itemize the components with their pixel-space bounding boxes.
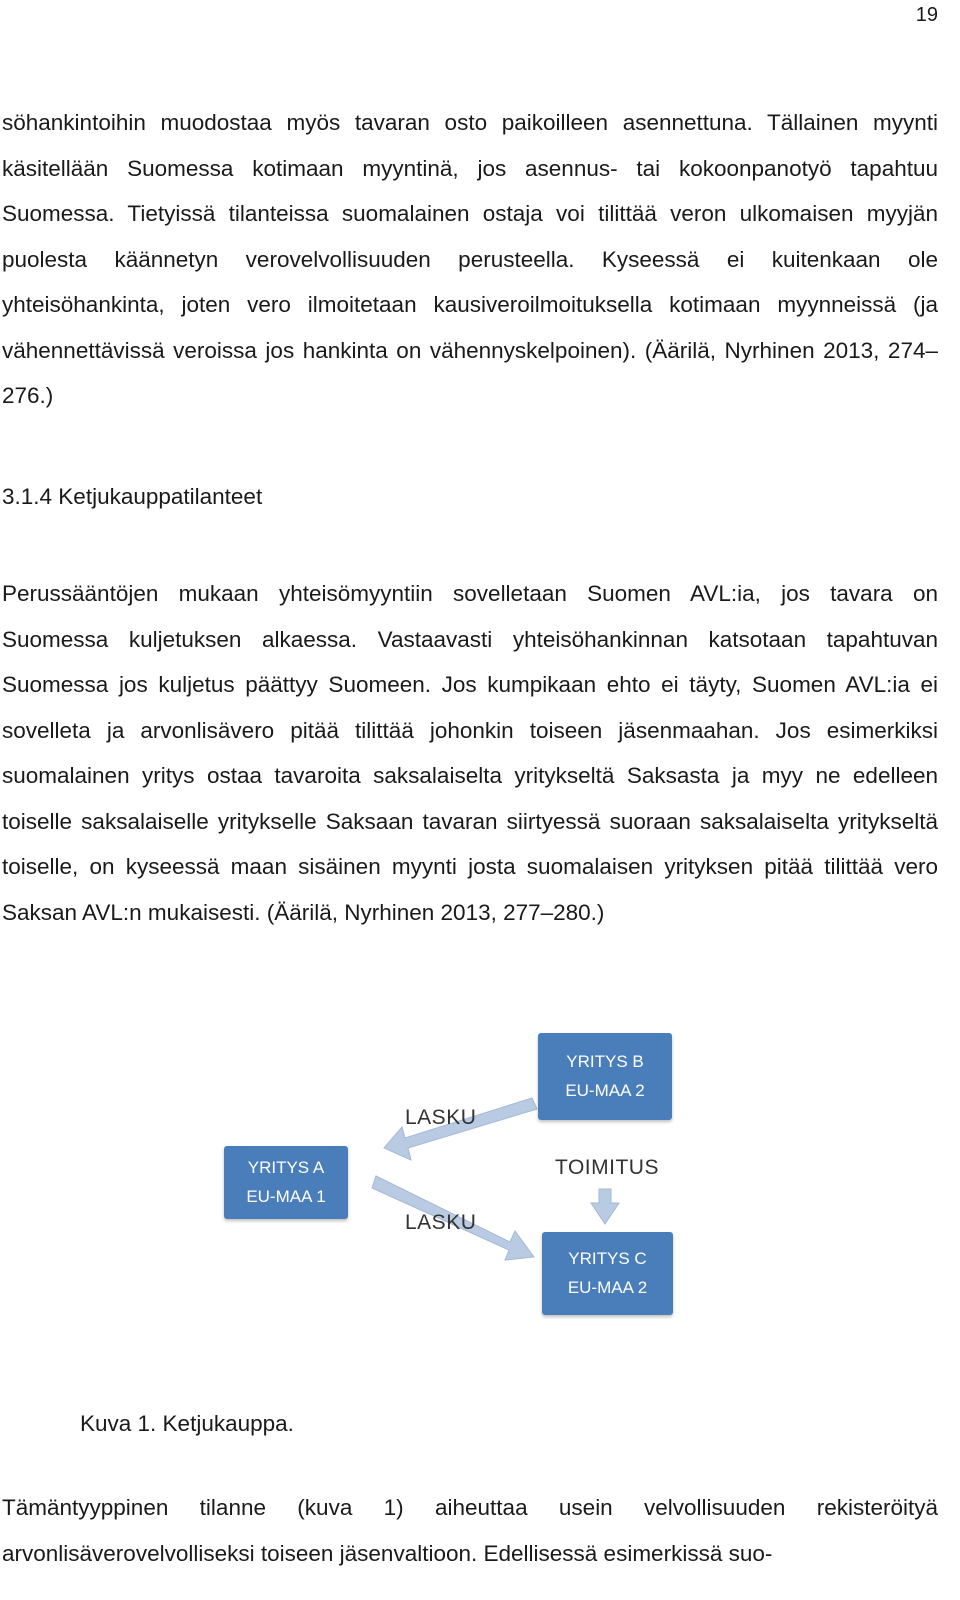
delivery-label: TOIMITUS	[555, 1156, 659, 1179]
company-a-name: YRITYS A	[247, 1158, 325, 1177]
company-b-box	[538, 1033, 672, 1120]
company-a-country: EU-MAA 1	[246, 1187, 326, 1206]
company-b-country: EU-MAA 2	[565, 1081, 645, 1100]
company-b-name: YRITYS B	[566, 1052, 644, 1071]
invoice-label-top: LASKU	[405, 1106, 477, 1129]
figure-caption: Kuva 1. Ketjukauppa.	[80, 1411, 294, 1436]
company-c-box	[542, 1232, 673, 1315]
company-c-country: EU-MAA 2	[567, 1278, 648, 1297]
invoice-label-bottom: LASKU	[405, 1211, 477, 1234]
section-heading: 3.1.4 Ketjukauppatilanteet	[2, 484, 263, 509]
chain-trade-diagram	[0, 1020, 960, 1350]
paragraph-intro: söhankintoihin muodostaa myös tavaran osto paikoilleen asennettuna. Tällainen myynti käsitellään Suomessa kotimaan myyntinä, jos asennus- tai kokoonpanotyö tapahtuu Suomessa. Tietyissä tilanteissa suomalainen ostaja voi tilittää veron ulkomaisen myyjän puolesta käännetyn verovelvollisuuden perusteella. Kyseessä ei kuitenkaan ole yhteisöhankinta, joten vero ilmoitetaan kausiveroilmoituksella kotimaan myynneissä (ja vähennettävissä veroissa jos hankinta on vähennyskelpoinen). (Äärilä, Nyrhinen 2013, 274–276.)	[2, 110, 938, 408]
paragraph-chain-trade: Perussääntöjen mukaan yhteisömyyntiin sovelletaan Suomen AVL:ia, jos tavara on Suomessa kuljetuksen alkaessa. Vastaavasti yhteisöhankinnan katsotaan tapahtuvan Suomessa jos kuljetus päättyy Suomeen. Jos kumpikaan ehto ei täyty, Suomen AVL:ia ei sovelleta ja arvonlisävero pitää tilittää johonkin toiseen jäsenmaahan. Jos esimerkiksi suomalainen yritys ostaa tavaroita saksalaiselta yritykseltä Saksasta ja myy ne edelleen toiselle saksalaiselle yritykselle Saksaan tavaran siirtyessä suoraan saksalaiselta yritykseltä toiselle, on kyseessä maan sisäinen myynti josta suomalaisen yrityksen pitää tilittää vero Saksan AVL:n mukaisesti. (Äärilä, Nyrhinen 2013, 277–280.)	[2, 581, 938, 925]
delivery-arrow	[591, 1189, 619, 1224]
company-a-box	[224, 1146, 348, 1219]
paragraph-registration: Tämäntyyppinen tilanne (kuva 1) aiheuttaa usein velvollisuuden rekisteröityä arvonlisäverovelvolliseksi toiseen jäsenvaltioon. Edellisessä esimerkissä suo-	[2, 1495, 938, 1566]
diagram-arrows	[0, 1020, 960, 1350]
page-number: 19	[915, 4, 938, 26]
company-c-name: YRITYS C	[568, 1249, 647, 1268]
